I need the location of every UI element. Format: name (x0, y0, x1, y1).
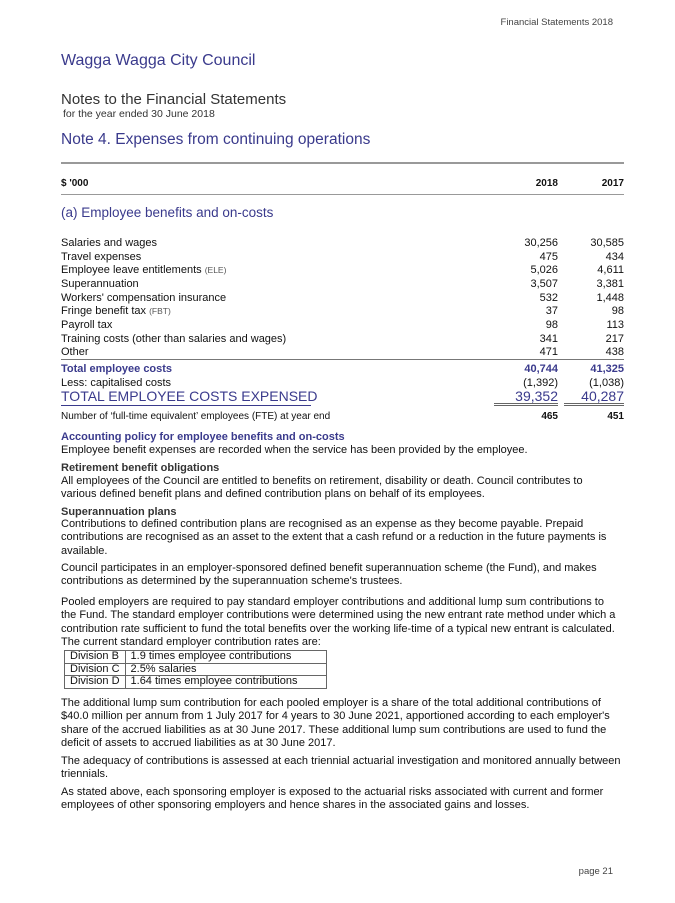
row-label: Superannuation (61, 278, 139, 290)
retirement-heading: Retirement benefit obligations (61, 462, 220, 474)
accounting-policy-heading: Accounting policy for employee benefits and on-costs (61, 431, 345, 443)
value-2017: 3,381 (596, 278, 624, 290)
value-2018: 98 (545, 319, 558, 331)
row-label: Less: capitalised costs (61, 377, 172, 389)
total-2017-underline (564, 403, 624, 406)
notes-subtitle: for the year ended 30 June 2018 (63, 108, 215, 120)
fte-row (61, 410, 624, 424)
council-name: Wagga Wagga City Council (61, 52, 256, 69)
value-2017: 1,448 (596, 292, 624, 304)
closing-para-1: The additional lump sum contribution for each pooled employer is a share of the total additional contributions of $40.0 million per annum from 1 July 2017 for 4 years to 30 June 2021, apportioned according to each employer's share of the accrued liabilities as at 30 June 2017. These additional lump sum contributions are used to fund the deficit of assets to accrued liabilities as at 30 June 2017. (61, 697, 610, 750)
value-2018: 475 (539, 251, 558, 263)
document-header: Financial Statements 2018 (500, 17, 613, 28)
division-rate: 2.5% salaries (125, 663, 326, 676)
value-2017: 4,611 (597, 264, 624, 276)
division-name: Division D (65, 676, 126, 689)
row-label: TOTAL EMPLOYEE COSTS EXPENSED (61, 388, 318, 404)
division-rates-table (64, 650, 327, 689)
accounting-policy-text: Employee benefit expenses are recorded when the service has been provided by the employee. (61, 444, 528, 456)
row-label: Other (61, 346, 89, 358)
division-name: Division C (65, 663, 126, 676)
superannuation-para-3: Pooled employers are required to pay standard employer contributions and additional lump sum contributions to the Fund. The standard employer contributions were determined using the new entrant rate method under which a contribution rate sufficient to fund the total benefits over the working life-time of a typical new entrant is calculated. The current standard employer contribution rates are: (61, 596, 616, 649)
row-label: Workers' compensation insurance (61, 292, 227, 304)
division-name: Division B (65, 651, 126, 664)
value-2017: 451 (607, 411, 624, 422)
table-row (61, 250, 624, 264)
value-2018: (1,392) (523, 377, 558, 389)
notes-title: Notes to the Financial Statements (61, 91, 287, 108)
value-2018: 5,026 (530, 264, 558, 276)
subtotal-divider (61, 359, 624, 360)
superannuation-heading: Superannuation plans (61, 506, 177, 518)
section-a-title: (a) Employee benefits and on-costs (61, 205, 274, 220)
closing-para-2: The adequacy of contributions is assessed at each triennial actuarial investigation and monitored annually between triennials. (61, 755, 621, 781)
table-row (61, 263, 624, 277)
year-2018-header: 2018 (535, 178, 558, 189)
value-2018: 40,744 (524, 363, 558, 375)
row-abbreviation: (FBT) (149, 306, 171, 316)
table-row (61, 318, 624, 332)
division-rate: 1.64 times employee contributions (125, 676, 326, 689)
row-label: Travel expenses (61, 251, 142, 263)
value-2018: 341 (539, 333, 558, 345)
total-label-underline (61, 405, 311, 406)
row-abbreviation: (ELE) (204, 265, 227, 275)
row-label: Employee leave entitlements (61, 264, 202, 276)
page-number: page 21 (578, 866, 613, 877)
value-2018: 465 (541, 411, 558, 422)
division-rate: 1.9 times employee contributions (125, 651, 326, 664)
value-2017: 41,325 (590, 363, 624, 375)
top-divider (61, 162, 624, 164)
table-row (61, 332, 624, 346)
table-row (61, 277, 624, 291)
total-employee-costs-row (61, 362, 624, 376)
total-2018-underline (494, 403, 558, 406)
value-2017: 98 (611, 305, 624, 317)
row-label: Training costs (other than salaries and wages) (61, 333, 287, 345)
row-label: Fringe benefit tax (61, 305, 146, 317)
value-2018: 471 (539, 346, 558, 358)
value-2017: (1,038) (589, 377, 624, 389)
note-title: Note 4. Expenses from continuing operations (61, 131, 371, 148)
value-2018: 30,256 (524, 237, 558, 249)
table-row (61, 291, 624, 305)
superannuation-para-1: Contributions to defined contribution plans are recognised as an expense as they become payable. Prepaid contributions are recognised as an asset to the extent that a cash refund or a reduction in the future payments is available. (61, 518, 607, 557)
table-row (61, 236, 624, 250)
header-divider (61, 194, 624, 195)
retirement-text: All employees of the Council are entitled to benefits on retirement, disability or death. Council contributes to various defined benefit plans and defined contribution plans on behalf of its employees. (61, 475, 583, 501)
year-2017-header: 2017 (601, 178, 624, 189)
value-2018: 37 (545, 305, 558, 317)
value-2017: 113 (606, 319, 624, 331)
value-2018: 39,352 (515, 388, 558, 404)
value-2017: 438 (605, 346, 624, 358)
unit-header: $ '000 (61, 178, 89, 189)
table-row (65, 663, 327, 676)
value-2018: 3,507 (530, 278, 558, 290)
row-label: Salaries and wages (61, 237, 158, 249)
table-row (61, 304, 624, 318)
value-2017: 40,287 (581, 388, 624, 404)
table-row (65, 676, 327, 689)
row-label: Number of ‘full-time equivalent’ employees (FTE) at year end (61, 411, 331, 422)
row-label: Payroll tax (61, 319, 113, 331)
closing-para-3: As stated above, each sponsoring employer is exposed to the actuarial risks associated with current and former employees of other sponsoring employers and hence shares in the associated gains and losses. (61, 786, 604, 812)
value-2017: 434 (605, 251, 624, 263)
value-2017: 217 (605, 333, 624, 345)
value-2017: 30,585 (590, 237, 624, 249)
value-2018: 532 (539, 292, 558, 304)
row-label: Total employee costs (61, 363, 173, 375)
table-row (65, 651, 327, 664)
superannuation-para-2: Council participates in an employer-sponsored defined benefit superannuation scheme (the Fund), and makes contributions as determined by the superannuation scheme's trustees. (61, 562, 597, 588)
table-row (61, 345, 624, 359)
